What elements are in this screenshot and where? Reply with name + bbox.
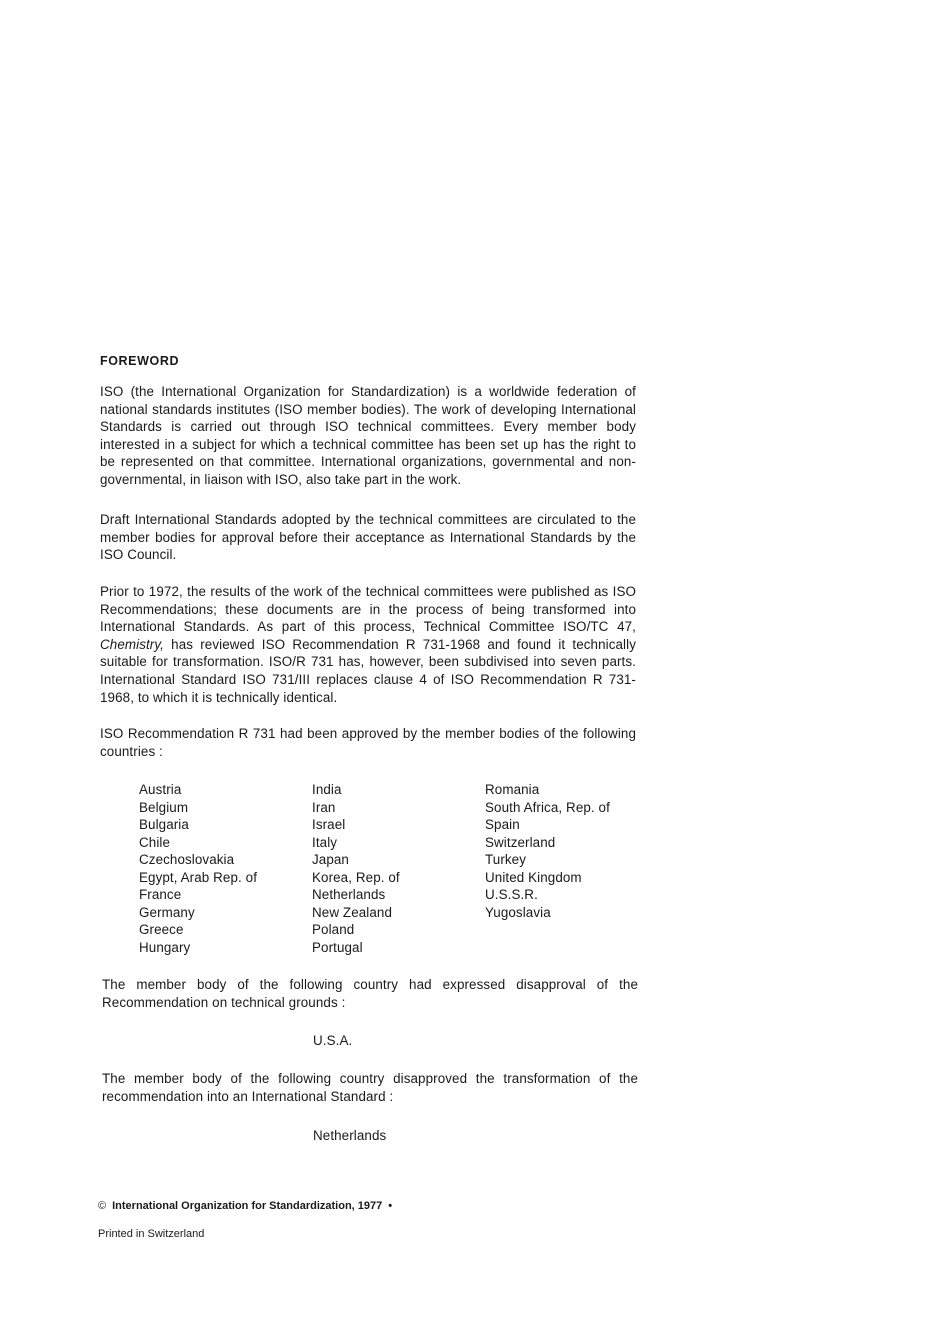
country-item: Spain xyxy=(485,817,520,833)
country-item: Japan xyxy=(312,852,349,868)
country-item: New Zealand xyxy=(312,904,392,920)
country-item: Bulgaria xyxy=(139,817,189,833)
copyright-line xyxy=(98,1200,392,1212)
country-item: Belgium xyxy=(139,799,189,815)
printed-in: Printed in Switzerland xyxy=(98,1228,205,1240)
paragraph-disapproval: The member body of the following country had expressed disapproval of the Recommendation on technical grounds : xyxy=(102,977,638,1010)
country-item: Portugal xyxy=(312,939,363,955)
country-list-col3 xyxy=(485,781,610,921)
paragraph-transformation-part1: Prior to 1972, the results of the work of the technical committees were published as ISO Recommendations; these documents are in the process of being transformed into International Standards. As part of this process, Technical Committee ISO/TC 47, xyxy=(100,584,636,635)
country-item: Czechoslovakia xyxy=(139,852,235,868)
country-item: Germany xyxy=(139,904,195,920)
country-item: Israel xyxy=(312,817,346,833)
committee-name: Chemistry, xyxy=(100,636,164,652)
country-item: Poland xyxy=(312,922,355,938)
country-item: Greece xyxy=(139,922,184,938)
paragraph-transformation-part2: has reviewed ISO Recommendation R 731-1968 and found it technically suitable for transformation. ISO/R 731 has, however, been subdivised into seven parts. International Standard ISO 731/III replaces clause 4 of ISO Recommendation R 731-1968, to which it is technically identical. xyxy=(100,636,636,705)
paragraph-transformation xyxy=(100,583,636,706)
foreword-heading: FOREWORD xyxy=(100,354,180,368)
country-item: France xyxy=(139,887,182,903)
paragraph-draft-standards: Draft International Standards adopted by the technical committees are circulated to the member bodies for approval before their acceptance as International Standards by the ISO Council. xyxy=(100,512,636,563)
transformation-disapproving-country: Netherlands xyxy=(313,1128,387,1143)
copyright-text: International Organization for Standardization, 1977 xyxy=(112,1200,383,1212)
disapproving-country: U.S.A. xyxy=(313,1033,353,1048)
copyright-icon: © xyxy=(98,1200,107,1212)
paragraph-transformation-disapproval: The member body of the following country disapproved the transformation of the recommendation into an International Standard : xyxy=(102,1071,638,1104)
country-item: Turkey xyxy=(485,852,527,868)
country-item: Egypt, Arab Rep. of xyxy=(139,869,258,885)
bullet-icon: • xyxy=(388,1200,393,1212)
country-item: South Africa, Rep. of xyxy=(485,799,610,815)
country-item: Iran xyxy=(312,799,336,815)
country-item: United Kingdom xyxy=(485,869,582,885)
paragraph-iso-intro: ISO (the International Organization for Standardization) is a worldwide federation of national standards institutes (ISO member bodies). The work of developing International Standards is carried out through ISO technical committees. Every member body interested in a subject for which a technical committee has been set up has the right to be represented on that committee. International organizations, governmental and non-governmental, in liaison with ISO, also take part in the work. xyxy=(100,384,636,487)
country-item: Switzerland xyxy=(485,834,556,850)
country-item: Chile xyxy=(139,834,171,850)
country-item: U.S.S.R. xyxy=(485,887,538,903)
country-item: Austria xyxy=(139,782,182,797)
country-item: India xyxy=(312,782,342,797)
country-item: Hungary xyxy=(139,939,191,955)
country-item: Netherlands xyxy=(312,887,386,903)
country-list-col2 xyxy=(312,781,400,956)
country-item: Yugoslavia xyxy=(485,904,551,920)
paragraph-approval: ISO Recommendation R 731 had been approved by the member bodies of the following countries : xyxy=(100,726,636,759)
country-item: Romania xyxy=(485,782,540,797)
country-list-col1 xyxy=(139,781,257,956)
country-item: Italy xyxy=(312,834,338,850)
country-item: Korea, Rep. of xyxy=(312,869,400,885)
